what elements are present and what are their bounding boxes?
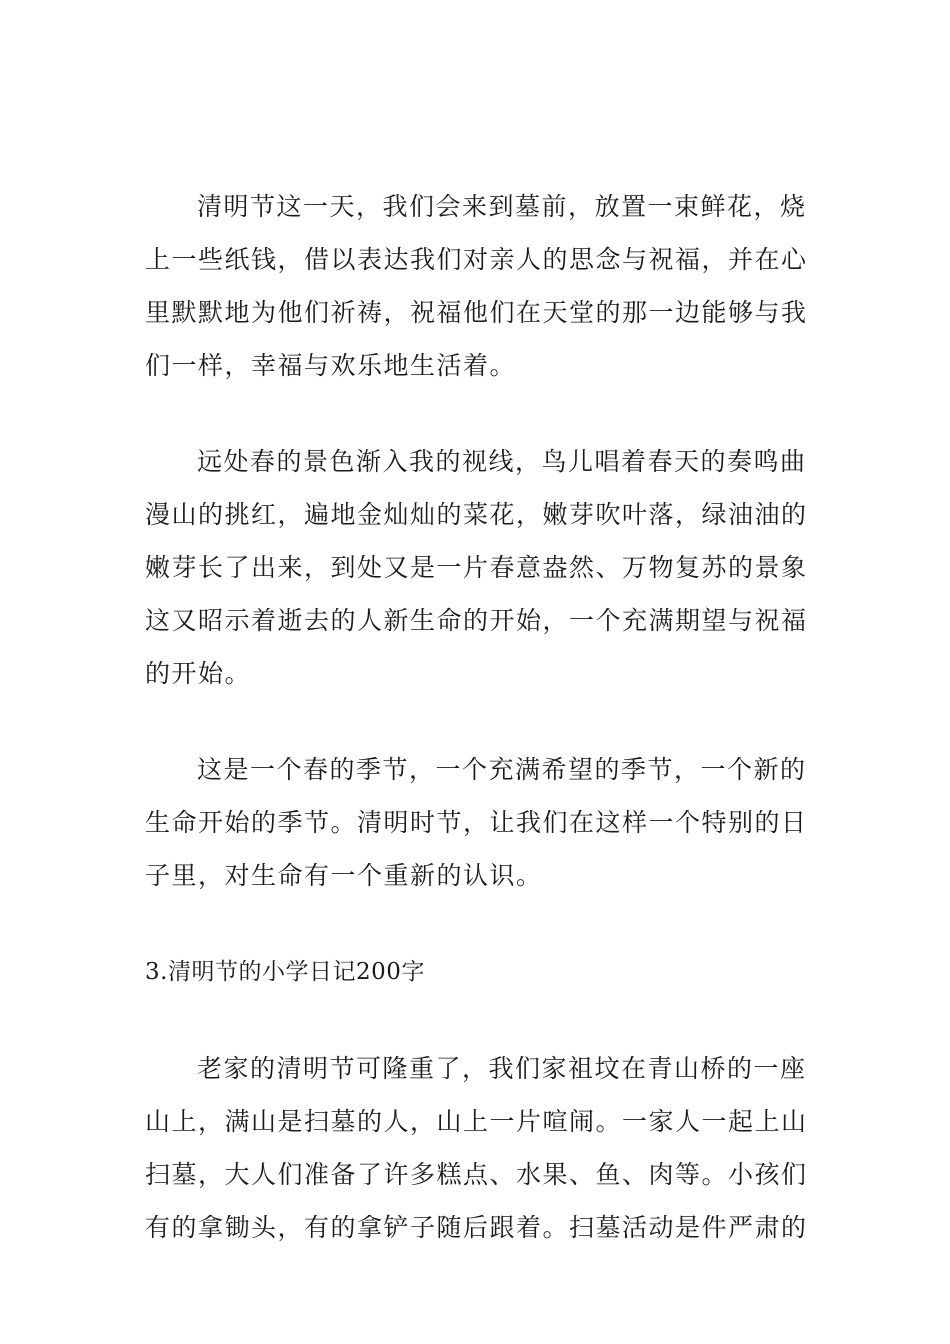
paragraph-line: 嫩芽长了出来，到处又是一片春意盎然、万物复苏的景象 — [145, 553, 808, 582]
paragraph-line: 生命开始的季节。清明时节，让我们在这样一个特别的日 — [145, 808, 808, 837]
paragraph-line: 的开始。 — [145, 659, 252, 688]
paragraph-spacer — [145, 700, 807, 743]
document-body — [145, 180, 807, 1254]
paragraph-4 — [145, 1042, 807, 1254]
paragraph-line: 山上，满山是扫墓的人，山上一片喧闹。一家人一起上山 — [145, 1107, 808, 1136]
paragraph-line: 漫山的挑红，遍地金灿灿的菜花，嫩芽吹叶落，绿油油的 — [145, 500, 808, 529]
paragraph-line: 有的拿锄头，有的拿铲子随后跟着。扫墓活动是件严肃的 — [145, 1213, 808, 1242]
paragraph-line: 子里，对生命有一个重新的认识。 — [145, 861, 543, 890]
paragraph-line: 扫墓，大人们准备了许多糕点、水果、鱼、肉等。小孩们 — [145, 1160, 808, 1189]
paragraph-1 — [145, 180, 807, 392]
paragraph-line: 清明节这一天，我们会来到墓前，放置一束鲜花，烧 — [197, 192, 807, 221]
paragraph-line: 这又昭示着逝去的人新生命的开始，一个充满期望与祝福 — [145, 606, 808, 635]
paragraph-spacer — [145, 392, 807, 435]
paragraph-line: 这是一个春的季节，一个充满希望的季节，一个新的 — [197, 755, 807, 784]
paragraph-3 — [145, 743, 807, 902]
section-heading: 3.清明节的小学日记200字 — [145, 959, 425, 985]
paragraph-spacer — [145, 902, 807, 946]
paragraph-line: 上一些纸钱，借以表达我们对亲人的思念与祝福，并在心 — [145, 245, 808, 274]
paragraph-line: 里默默地为他们祈祷，祝福他们在天堂的那一边能够与我 — [145, 298, 808, 327]
paragraph-line: 远处春的景色渐入我的视线，鸟儿唱着春天的奏鸣曲 — [197, 447, 807, 476]
paragraph-spacer — [145, 999, 807, 1042]
paragraph-line: 们一样，幸福与欢乐地生活着。 — [145, 351, 517, 380]
paragraph-2 — [145, 435, 807, 700]
paragraph-line: 老家的清明节可隆重了，我们家祖坟在青山桥的一座 — [197, 1054, 807, 1083]
